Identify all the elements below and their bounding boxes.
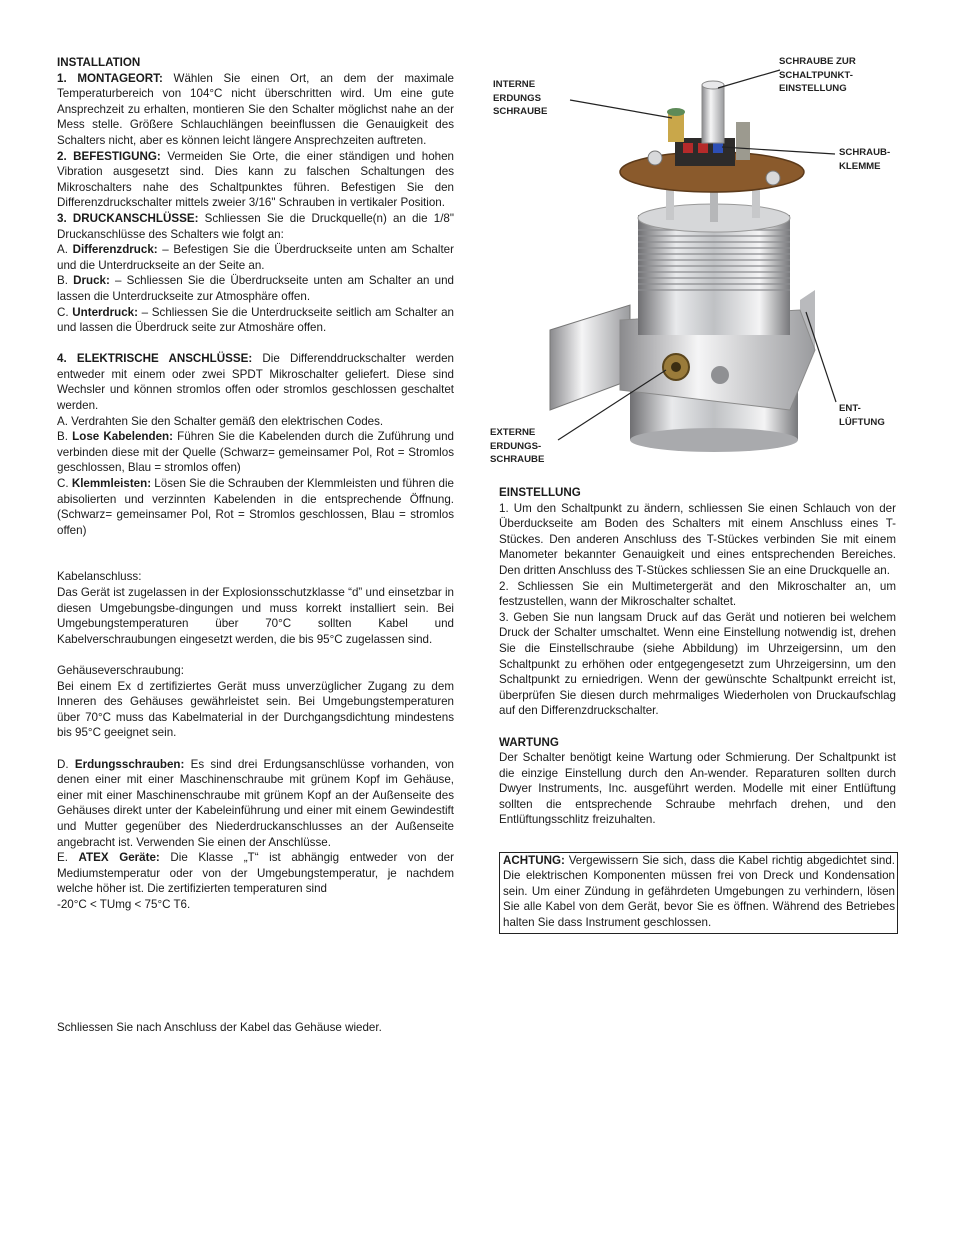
para-lose-kabelenden: B. Lose Kabelenden: Führen Sie die Kabelenden durch die Zuführung und verbinden diese mit der Quelle (Schwarz= gemeinsamer Pol, Rot = Stromlos geschlossen, Blau = stromlos offen) [57, 430, 455, 475]
final-note: Schliessen Sie nach Anschluss der Kabel das Gehäuse wieder. [57, 1021, 382, 1034]
einstellung-p1: 1. Um den Schaltpunkt zu ändern, schliessen Sie einen Schlauch von der Überduckseite am Boden des Schalters mit einem Anschluss eines T-Stückes. Den anderen Anschluss des T-Stückes verbinden Sie mit einem Manometer bekannter Genauigkeit und eines entsprechenden Bereiches. Den dritten Anschluss des T-Stückes schliessen Sie an eine Druckquelle an. [499, 501, 896, 577]
para-verdrahten: A. Verdrahten Sie den Schalter gemäß den elektrischen Codes. [57, 414, 384, 428]
left-column [57, 55, 454, 912]
callout-interne: INTERNE ERDUNGS SCHRAUBE [493, 79, 548, 117]
warning-text: Vergewissern Sie sich, dass die Kabel richtig abgedichtet sind. Die elektrischen Komponenten müssen frei von Dreck und Kondensation sein. Um einer Zündung in gefährdeten Umgebungen zu verhindern, lösen Sie alle Kabel von dem Gerät, bevor Sie es öffnen. Während des Betriebes halten Sie dass Instrument geschlossen. [503, 853, 895, 930]
callout-schraube-zur: SCHRAUBE ZUR SCHALTPUNKT- EINSTELLUNG [779, 56, 856, 94]
callout-ent: ENT- LÜFTUNG [839, 403, 885, 428]
gehaeuse-text: Bei einem Ex d zertifiziertes Gerät muss unverzüglicher Zugang zu dem Inneren des Gehäuses gewährleistet sein. Bei Umgebungstemperaturen über 70°C muss das Kabelmaterial in der Durchgangsdichtung mindestens bis 95°C geeignet sein. [57, 679, 454, 740]
para-atex: E. ATEX Geräte: Die Klasse „T“ ist abhängig entweder von der Mediumstemperatur oder von der Umgebungstemperatur, je nachdem welche höher ist. Die zertifizierten temperaturen sind [57, 851, 454, 896]
wartung-heading: WARTUNG [499, 735, 559, 749]
para-temperatures: -20°C < TUmg < 75°C T6. [57, 897, 191, 911]
kabel-title: Kabelanschluss: [57, 570, 142, 584]
installation-heading: INSTALLATION [57, 56, 141, 69]
right-column [499, 485, 896, 934]
para-klemmleisten: C. Klemmleisten: Lösen Sie die Schrauben der Klemmleisten und führen die abisolierten und verzinnten Kabelenden in die entsprechende Öffnung. (Schwarz= gemeinsamer Pol, Rot = Stromlos geschlossen, Blau = stromlos offen) [57, 477, 454, 537]
para-druck: B. Druck: – Schliessen Sie die Überdruckseite unten am Schalter an und lassen die Unterdruckseite zur Atmosphäre offen. [57, 274, 454, 303]
para-montageort: 1. MONTAGEORT: Wählen Sie einen Ort, an dem der maximale Temperaturbereich von 104°C nicht überschritten wird. Um eine gute Ansprechzeit zu erhalten, montieren Sie den Schalter möglichst nahe an der Mess stelle. Größere Schlauchlängen beeinflussen die Genauigkeit des Schalters nicht, aber es können leicht längere Ansprechzeiten auftreten. [57, 71, 454, 147]
warning-label: ACHTUNG: [503, 853, 565, 867]
para-elektrische: 4. ELEKTRISCHE ANSCHLÜSSE: Die Differenddruckschalter werden entweder mit einem oder zwei SPDT Mikroschalter geliefert. Diese sind Wechsler und können stromlos offen oder stromlos geschlossen geschaltet werden. [57, 352, 454, 413]
warning-box [499, 852, 898, 934]
einstellung-p3: 3. Geben Sie nun langsam Druck auf das Gerät und notieren bei welchem Druck der Schalter umschaltet. Wenn eine Einstellung notwendig ist, drehen Sie die Einstellschraube (siehe Abbildung) im Uhrzeigersinn, um den Schaltpunkt zu erhöhen oder entgegengesetzt zum Uhrzeigersinn, um den Schaltpunkt zu erniedrigen. Wenn der gewünschte Schaltpunkt erreicht ist, überprüfen Sie diesen durch mehrmaliges Wiederholen von Druckaufschlag auf den Differenzdruckschalter. [499, 610, 896, 718]
callout-schraub: SCHRAUB- KLEMME [839, 147, 891, 172]
para-befestigung: 2. BEFESTIGUNG: Vermeiden Sie Orte, die einer ständigen und hohen Vibration ausgesetzt sind. Dies kann zu falschen Schaltungen des Mikroschalters nahe des Schaltpunktes führen. Befestigen Sie den Differenzdruckschalter mittels zweier 3/16" Schrauben in vertikaler Position. [57, 149, 454, 210]
para-erdungsschrauben: D. Erdungsschrauben: Es sind drei Erdungsanschlüsse vorhanden, von denen einer mit einer Maschinenschraube mit grünem Kopf im Gehäuse, einer mit einer Maschinenschraube mit grünem Kopf an der Außenseite des Gehäuses direkt unter der Kabeleinführung und einer mit einem Gewindestift und Mutter gegenüber des Niederdruckanschlusses an der Außenseite angebracht ist. Verwenden Sie einen der Anschlüsse. [57, 757, 454, 849]
einstellung-heading: EINSTELLUNG [499, 486, 581, 499]
para-druckanschluesse: 3. DRUCKANSCHLÜSSE: Schliessen Sie die Druckquelle(n) an die 1/8" Druckanschlüsse des Schalters wie folgt an: [57, 211, 454, 241]
callout-externe: EXTERNE ERDUNGS- SCHRAUBE [490, 427, 545, 465]
para-differenzdruck: A. Differenzdruck: – Befestigen Sie die Überdruckseite unten am Schalter und die Unterdruckseite an der Seite an. [57, 243, 454, 272]
kabel-text: Das Gerät ist zugelassen in der Explosionsschutzklasse “d” und einsetzbar in diesen Umgebungsbe-dingungen und muss korrekt installiert sein. Bei Umgebungstemperaturen über 70°C sollten Kabel und Kabelverschraubungen eingesetzt werden, die bis 95°C zugelassen sind. [57, 586, 454, 646]
gehaeuse-title: Gehäuseverschraubung: [57, 663, 184, 677]
para-unterdruck: C. Unterdruck: – Schliessen Sie die Unterdruckseite seitlich am Schalter an und lassen die Überdruck seite zur Atmoshäre offen. [57, 305, 454, 335]
einstellung-p2: 2. Schliessen Sie ein Multimetergerät and den Mikroschalter an, um festzustellen, wann der Mikroschalter schaltet. [499, 579, 896, 609]
wartung-text: Der Schalter benötigt keine Wartung oder Schmierung. Der Schaltpunkt ist die einzige Einstellung durch den An-wender. Reparaturen sollten durch Dwyer Instruments, Inc. ausgeführt werden. Modelle mit einer Entlüftung sollten die entsprechende Schraube mehrfach drehen, und den Entlüftungsschlitz freizuhalten. [499, 751, 896, 827]
